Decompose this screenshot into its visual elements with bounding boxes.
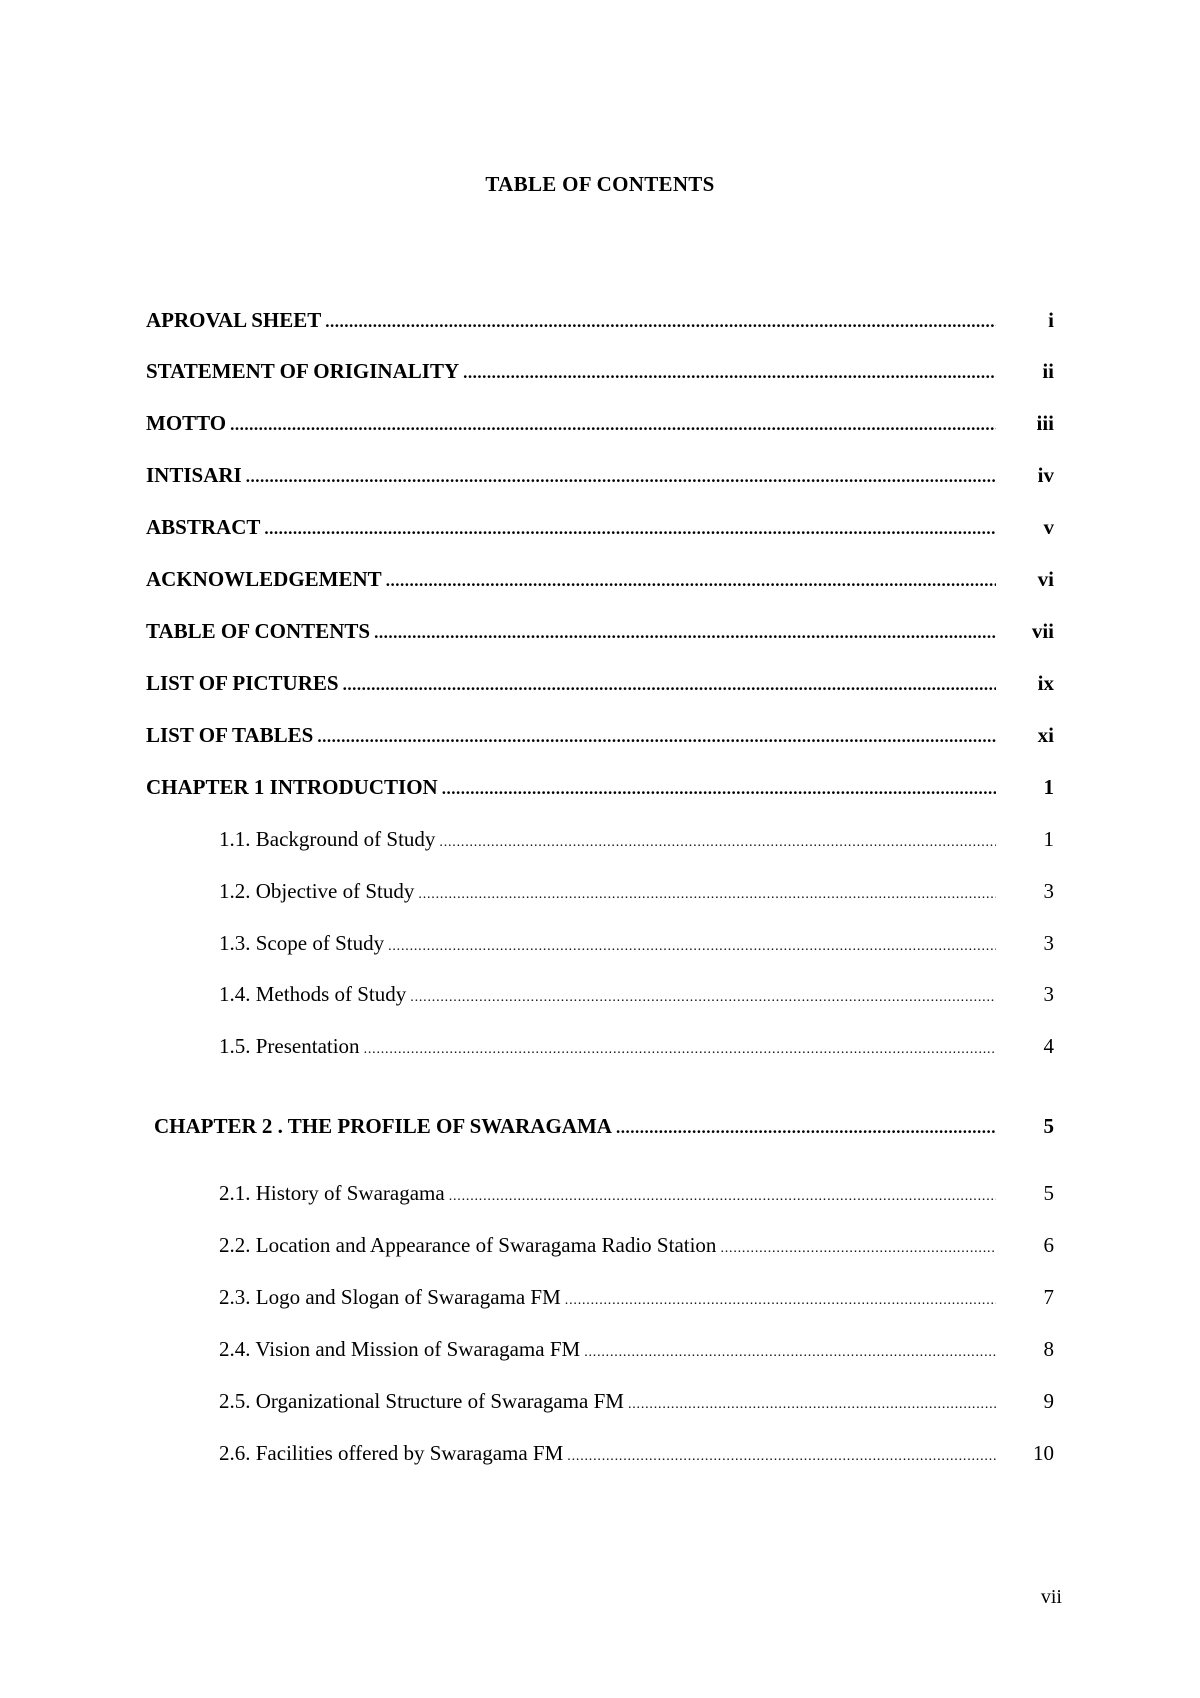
- dot-leader: [442, 776, 996, 800]
- toc-entry-page: 1: [1043, 775, 1054, 799]
- toc-entry-label: 2.2. Location and Appearance of Swaragama Radio Station: [219, 1233, 717, 1257]
- dot-leader: [343, 672, 996, 696]
- toc-entry-label: LIST OF PICTURES: [146, 671, 339, 695]
- toc-entry-page: 1: [1043, 827, 1054, 851]
- toc-entry-chapter-2: [154, 1113, 1054, 1139]
- toc-entry-page: 3: [1043, 982, 1054, 1006]
- toc-entry-page: 7: [1043, 1285, 1054, 1309]
- toc-entry-page: 6: [1043, 1233, 1054, 1257]
- dot-leader: [364, 1037, 996, 1059]
- toc-entry-page: i: [1048, 308, 1054, 332]
- toc-entry-page: iii: [1036, 411, 1054, 435]
- toc-entry-label: CHAPTER 2 . THE PROFILE OF SWARAGAMA: [154, 1114, 612, 1138]
- toc-entry-page: 5: [1043, 1181, 1054, 1205]
- toc-entry-label: CHAPTER 1 INTRODUCTION: [146, 775, 438, 799]
- toc-entry-label: 1.5. Presentation: [219, 1034, 360, 1058]
- dot-leader: [463, 360, 996, 384]
- dot-leader: [230, 412, 996, 436]
- toc-entry-label: STATEMENT OF ORIGINALITY: [146, 359, 460, 383]
- toc-entry-table-of-contents: [146, 618, 1054, 644]
- toc-entry-2-3: [219, 1284, 1054, 1310]
- toc-entry-page: xi: [1037, 723, 1054, 747]
- toc-entry-label: ACKNOWLEDGEMENT: [146, 567, 382, 591]
- toc-entry-list-of-pictures: [146, 670, 1054, 696]
- toc-entry-label: 1.3. Scope of Study: [219, 931, 385, 955]
- dot-leader: [616, 1115, 996, 1139]
- toc-entry-label: INTISARI: [146, 463, 242, 487]
- toc-entry-label: 2.3. Logo and Slogan of Swaragama FM: [219, 1285, 561, 1309]
- toc-entry-page: vii: [1031, 619, 1054, 643]
- toc-entry-label: ABSTRACT: [146, 515, 261, 539]
- toc-entry-motto: [146, 410, 1054, 436]
- dot-leader: [386, 568, 996, 592]
- toc-entry-acknowledgement: [146, 566, 1054, 592]
- dot-leader: [418, 882, 996, 904]
- toc-entry-2-6: [219, 1440, 1054, 1466]
- toc-entry-list-of-tables: [146, 722, 1054, 748]
- toc-entry-label: APROVAL SHEET: [146, 308, 322, 332]
- toc-entry-page: vi: [1037, 567, 1054, 591]
- toc-entry-label: 2.5. Organizational Structure of Swaragama FM: [219, 1389, 624, 1413]
- toc-entry-page: 10: [1033, 1441, 1054, 1465]
- dot-leader: [628, 1392, 996, 1414]
- toc-entry-label: 2.6. Facilities offered by Swaragama FM: [219, 1441, 564, 1465]
- dot-leader: [565, 1288, 996, 1310]
- toc-entry-2-2: [219, 1232, 1054, 1258]
- toc-entry-1-1: [219, 826, 1054, 852]
- dot-leader: [567, 1444, 996, 1466]
- dot-leader: [325, 309, 996, 333]
- toc-entry-label: TABLE OF CONTENTS: [146, 619, 371, 643]
- toc-entry-label: 2.4. Vision and Mission of Swaragama FM: [219, 1337, 581, 1361]
- toc-entry-page: iv: [1037, 463, 1054, 487]
- dot-leader: [584, 1340, 996, 1362]
- toc-entry-label: MOTTO: [146, 411, 227, 435]
- toc-entry-abstract: [146, 514, 1054, 540]
- toc-entry-page: 9: [1043, 1389, 1054, 1413]
- footer-page-number: vii: [1040, 1586, 1062, 1608]
- toc-entry-1-2: [219, 878, 1054, 904]
- toc-entry-2-5: [219, 1388, 1054, 1414]
- page-title: TABLE OF CONTENTS: [485, 172, 715, 196]
- toc-entry-2-1: [219, 1180, 1054, 1206]
- dot-leader: [388, 934, 996, 956]
- toc-entry-2-4: [219, 1336, 1054, 1362]
- dot-leader: [374, 620, 996, 644]
- dot-leader: [449, 1184, 996, 1206]
- toc-entry-label: 1.2. Objective of Study: [219, 879, 415, 903]
- toc-entry-page: 8: [1043, 1337, 1054, 1361]
- toc-entry-label: 1.4. Methods of Study: [219, 982, 407, 1006]
- toc-entry-page: ii: [1042, 359, 1054, 383]
- toc-entry-approval-sheet: [146, 307, 1054, 333]
- toc-entry-page: 5: [1043, 1114, 1054, 1138]
- dot-leader: [246, 464, 996, 488]
- toc-entry-label: 2.1. History of Swaragama: [219, 1181, 445, 1205]
- dot-leader: [439, 830, 996, 852]
- toc-entry-page: v: [1043, 515, 1054, 539]
- dot-leader: [317, 724, 996, 748]
- toc-entry-label: LIST OF TABLES: [146, 723, 314, 747]
- toc-entry-page: ix: [1037, 671, 1054, 695]
- toc-entry-page: 3: [1043, 879, 1054, 903]
- toc-entry-1-4: [219, 981, 1054, 1007]
- toc-entry-chapter-1: [146, 774, 1054, 800]
- toc-entry-statement-of-originality: [146, 358, 1054, 384]
- dot-leader: [264, 516, 996, 540]
- toc-entry-intisari: [146, 462, 1054, 488]
- toc-entry-1-3: [219, 930, 1054, 956]
- toc-entry-label: 1.1. Background of Study: [219, 827, 436, 851]
- dot-leader: [410, 985, 996, 1007]
- toc-entry-1-5: [219, 1033, 1054, 1059]
- toc-entry-page: 4: [1043, 1034, 1054, 1058]
- dot-leader: [720, 1236, 996, 1258]
- toc-entry-page: 3: [1043, 931, 1054, 955]
